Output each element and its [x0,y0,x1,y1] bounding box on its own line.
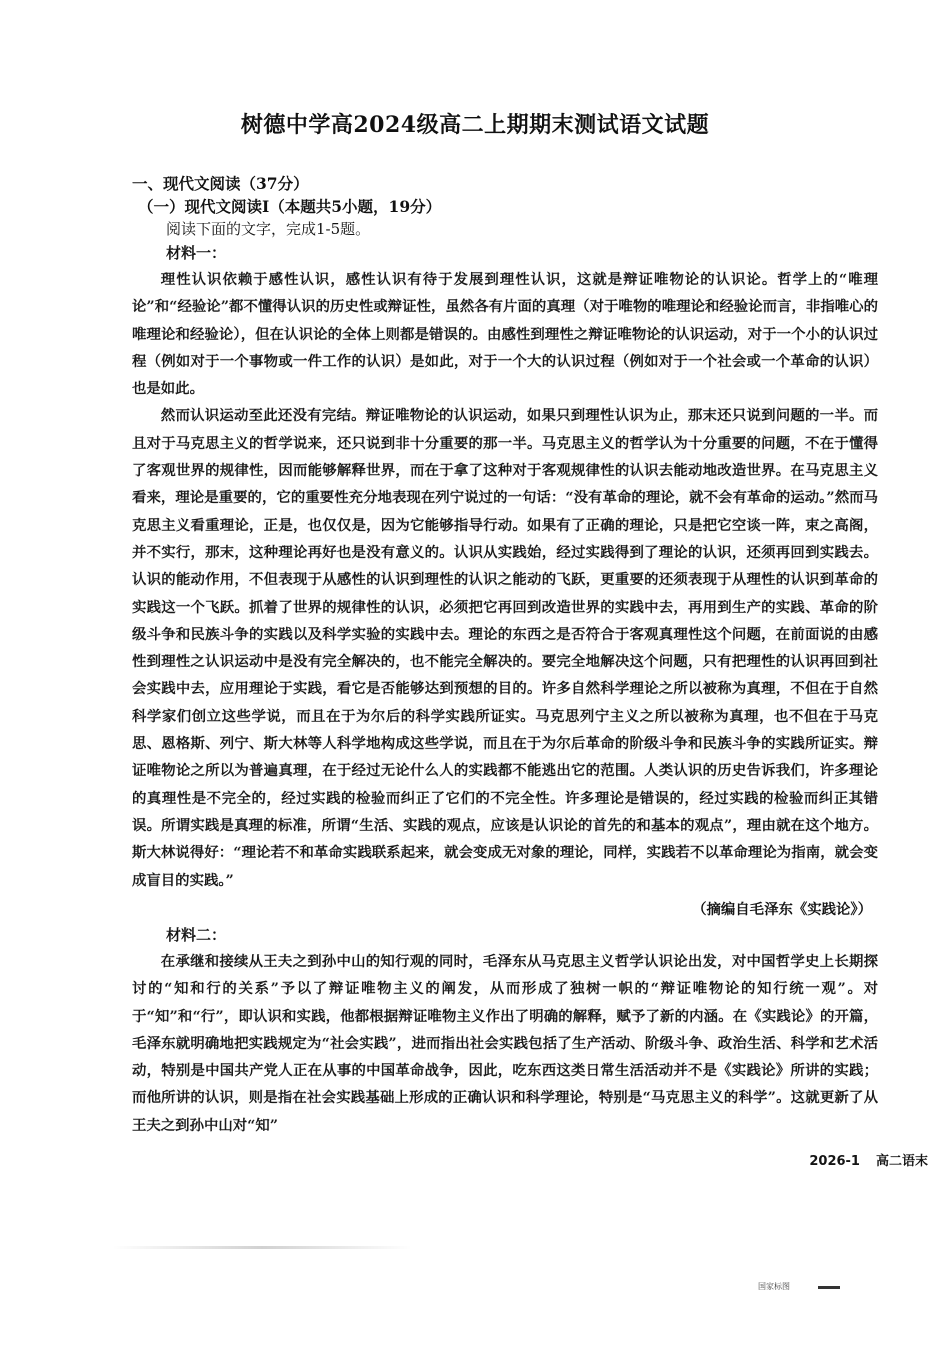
corner-stamp-text: 国家标图 [758,1282,790,1291]
footer-subject: 高二语末 [875,1154,928,1169]
material-one-label: 材料一： [166,244,227,262]
instruction-text: 阅读下面的文字，完成1-5题。 [166,220,371,238]
scan-artifact-line [112,1246,412,1249]
page-footer [793,1150,928,1169]
material-two-body [132,948,878,1139]
footer-date: 2026-1 [809,1154,860,1169]
material-one-body [132,266,878,894]
page-title: 树德中学高2024级高二上期期末测试语文试题 [240,112,710,138]
corner-stamp-bar [818,1286,840,1289]
material-two-paragraph-1: 在承继和接续从王夫之到孙中山的知行观的同时，毛泽东从马克思主义哲学认识论出发，对中国哲学史上长期探讨的“知和行的关系”予以了辩证唯物主义的阐发，从而形成了独树一帜的“辩证唯物论的知行统一观”。对于“知”和“行”，即认识和实践，他都根据辩证唯物主义作出了明确的解释，赋予了新的内涵。在《实践论》的开篇，毛泽东就明确地把实践规定为“社会实践”，进而指出社会实践包括了生产活动、阶级斗争、政治生活、科学和艺术活动，特别是中国共产党人正在从事的中国革命战争，因此，吃东西这类日常生活活动并不是《实践论》所讲的实践；而他所讲的认识，则是指在社会实践基础上形成的正确认识和科学理论，特别是“马克思主义的科学”。这就更新了从王夫之到孙中山对“知” [132,953,878,1134]
material-one-paragraph-2: 然而认识运动至此还没有完结。辩证唯物论的认识运动，如果只到理性认识为止，那末还只说到问题的一半。而且对于马克思主义的哲学说来，还只说到非十分重要的那一半。马克思主义的哲学认为十分重要的问题，不在于懂得了客观世界的规律性，因而能够解释世界，而在于拿了这种对于客观规律性的认识去能动地改造世界。在马克思主义看来，理论是重要的，它的重要性充分地表现在列宁说过的一句话：“没有革命的理论，就不会有革命的运动。”然而马克思主义看重理论，正是，也仅仅是，因为它能够指导行动。如果有了正确的理论，只是把它空谈一阵，束之高阁，并不实行，那末，这种理论再好也是没有意义的。认识从实践始，经过实践得到了理论的认识，还须再回到实践去。认识的能动作用，不但表现于从感性的认识到理性的认识之能动的飞跃，更重要的还须表现于从理性的认识到革命的实践这一个飞跃。抓着了世界的规律性的认识，必须把它再回到改造世界的实践中去，再用到生产的实践、革命的阶级斗争和民族斗争的实践以及科学实验的实践中去。理论的东西之是否符合于客观真理性这个问题，在前面说的由感性到理性之认识运动中是没有完全解决的，也不能完全解决的。要完全地解决这个问题，只有把理性的认识再回到社会实践中去，应用理论于实践，看它是否能够达到预想的目的。许多自然科学理论之所以被称为真理，不但在于自然科学家们创立这些学说，而且在于为尔后的科学实践所证实。马克思列宁主义之所以被称为真理，也不但在于马克思、恩格斯、列宁、斯大林等人科学地构成这些学说，而且在于为尔后革命的阶级斗争和民族斗争的实践所证实。辩证唯物论之所以为普遍真理，在于经过无论什么人的实践都不能逃出它的范围。人类认识的历史告诉我们，许多理论的真理性是不完全的，经过实践的检验而纠正了它们的不完全性。许多理论是错误的，经过实践的检验而纠正其错误。所谓实践是真理的标准，所谓“生活、实践的观点，应该是认识论的首先的和基本的观点”，理由就在这个地方。斯大林说得好：“理论若不和革命实践联系起来，就会变成无对象的理论，同样，实践若不以革命理论为指南，就会变成盲目的实践。” [132,407,878,889]
subsection-heading: （一）现代文阅读Ⅰ（本题共5小题，19分） [138,197,442,216]
material-one-attribution: （摘编自毛泽东《实践论》） [692,901,872,918]
material-one-paragraph-1: 理性认识依赖于感性认识，感性认识有待于发展到理性认识，这就是辩证唯物论的认识论。哲学上的“唯理论”和“经验论”都不懂得认识的历史性或辩证性，虽然各有片面的真理（对于唯物的唯理论和经验论而言，非指唯心的唯理论和经验论），但在认识论的全体上则都是错误的。由感性到理性之辩证唯物论的认识运动，对于一个小的认识过程（例如对于一个事物或一件工作的认识）是如此，对于一个大的认识过程（例如对于一个社会或一个革命的认识）也是如此。 [132,271,878,398]
section-heading: 一、现代文阅读（37分） [132,174,309,193]
material-two-label: 材料二： [166,926,227,944]
